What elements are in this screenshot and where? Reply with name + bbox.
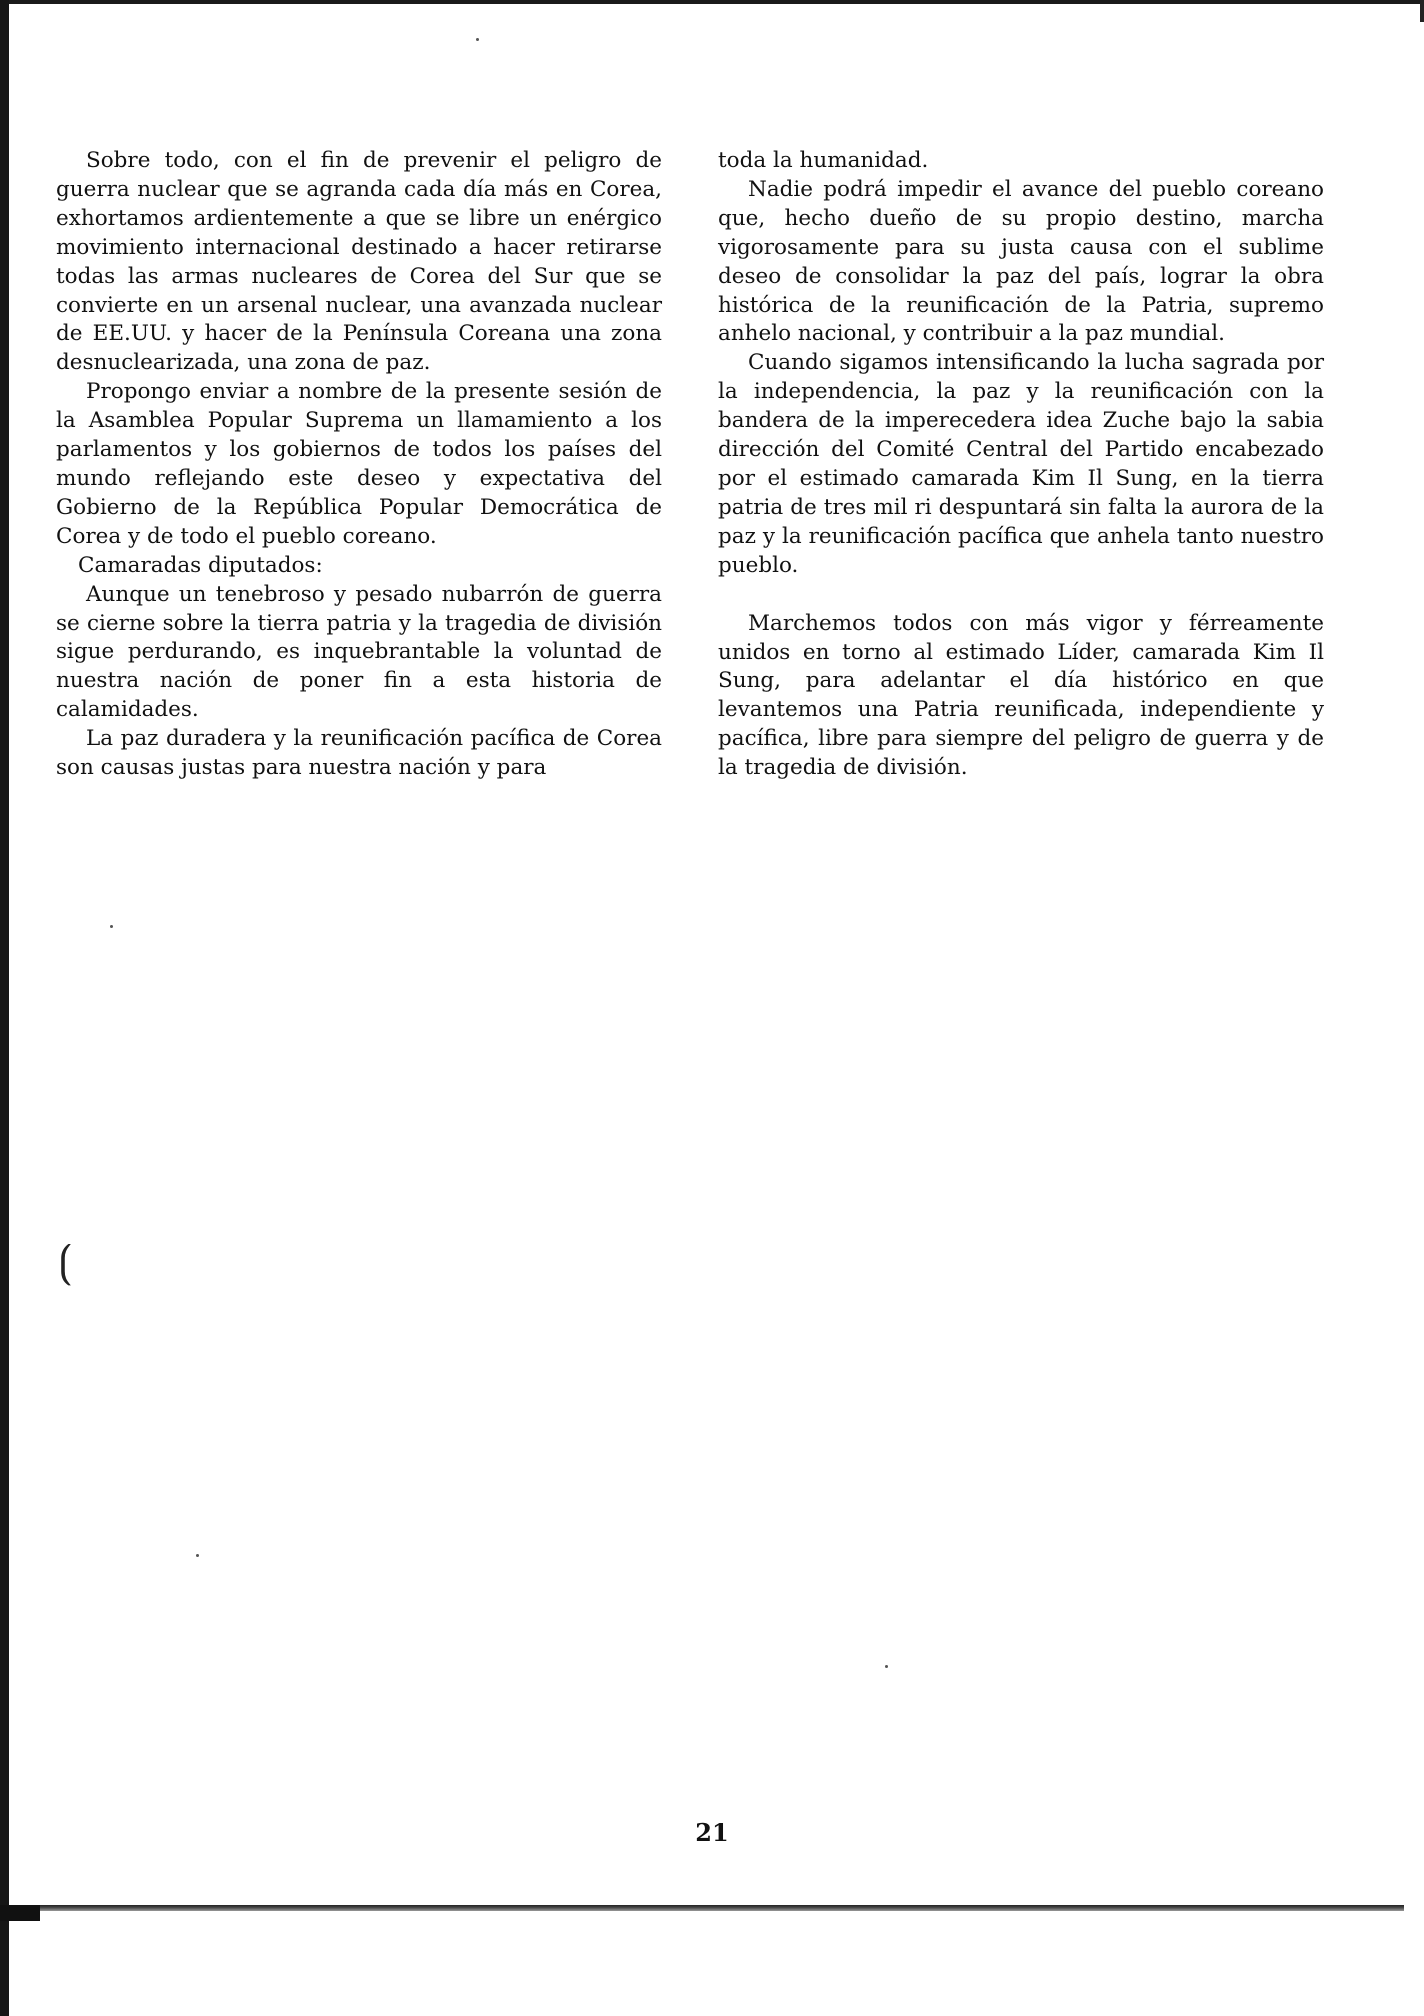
paragraph: toda la humanidad. <box>718 148 929 173</box>
paragraph: Propongo enviar a nombre de la presente sesión de la Asamblea Popular Suprema un llamamiento a los parlamentos y los gobiernos de todos los países del mundo reflejando este deseo y expectativa del Gobierno de la República Popular Democrática de Corea y de todo el pueblo coreano. <box>56 379 662 549</box>
scan-bottom-rule <box>9 1905 1404 1911</box>
paragraph: Nadie podrá impedir el avance del pueblo coreano que, hecho dueño de su propio destino, marcha vigorosamente para su justa causa con el sublime deseo de consolidar la paz del país, lograr la obra histórica de la reunificación de la Patria, supremo anhelo nacional, y contribuir a la paz mundial. <box>718 176 1324 347</box>
paragraph: La paz duradera y la reunificación pacífica de Corea son causas justas para nuestra nación y para <box>56 726 662 781</box>
paragraph: Marchemos todos con más vigor y férreamente unidos en torno al estimado Líder, camarada Kim Il Sung, para adelantar el día histórico en que levantemos una Patria reunificada, independiente y pacífica, libre para siempre del peligro de guerra y de la tragedia de división. <box>718 610 1324 781</box>
scan-speck <box>476 38 479 41</box>
scan-edge-right <box>1420 0 1424 22</box>
left-column <box>56 147 662 783</box>
scan-speck <box>885 1665 888 1668</box>
paragraph: Aunque un tenebroso y pesado nubarrón de guerra se cierne sobre la tierra patria y la tragedia de división sigue perdurando, es inquebrantable la voluntad de nuestra nación de poner fin a esta historia de calamidades. <box>56 581 662 723</box>
scan-edge-left <box>0 0 9 2016</box>
scan-speck <box>110 925 113 928</box>
paragraph: Sobre todo, con el fin de prevenir el peligro de guerra nuclear que se agranda cada día más en Corea, exhortamos ardientemente a que se libre un enérgico movimiento internacional destinado a hacer retirarse todas las armas nucleares de Corea del Sur que se convierte en un arsenal nuclear, una avanzada nuclear de EE.UU. y hacer de la Península Coreana una zona desnuclearizada, una zona de paz. <box>56 148 662 376</box>
scan-speck <box>196 1554 199 1557</box>
paragraph: Cuando sigamos intensificando la lucha sagrada por la independencia, la paz y la reunificación con la bandera de la imperecedera idea Zuche bajo la sabia dirección del Comité Central del Partido encabezado por el estimado camarada Kim Il Sung, en la tierra patria de tres mil ri despuntará sin falta la aurora de la paz y la reunificación pacífica que anhela tanto nuestro pueblo. <box>718 350 1324 578</box>
paragraph: Camaradas diputados: <box>78 552 323 578</box>
scan-edge-top <box>0 0 1424 4</box>
scan-smudge-mark: ⟮ <box>58 1236 73 1287</box>
page-number: 21 <box>695 1818 729 1847</box>
scan-bottom-rule-tail <box>0 1905 40 1921</box>
right-column <box>718 147 1324 783</box>
